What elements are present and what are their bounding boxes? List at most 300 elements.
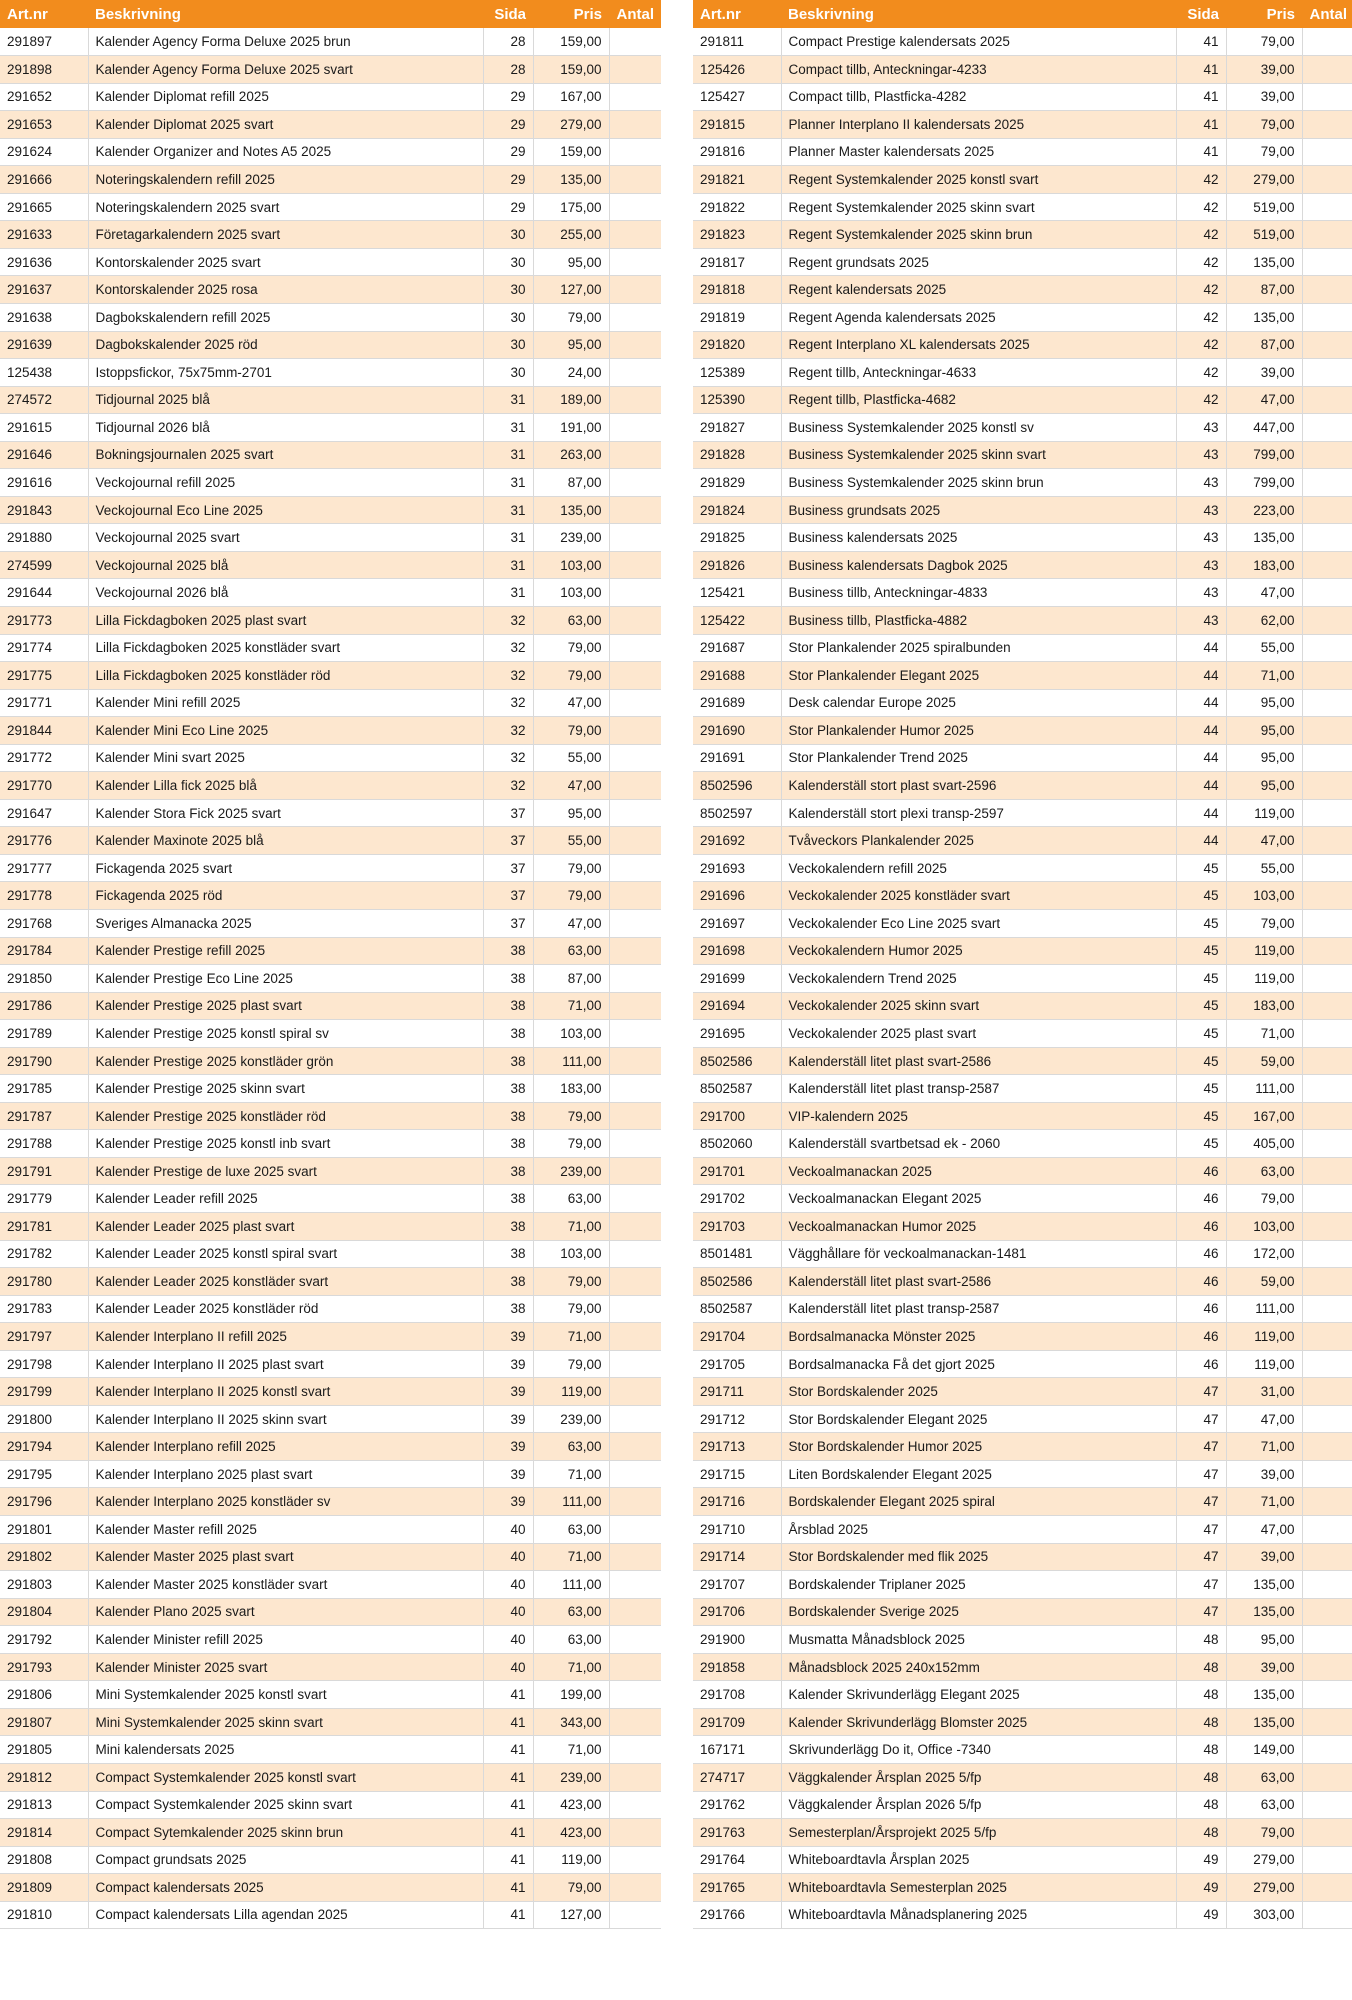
- art-nr-cell: 291813: [0, 1791, 88, 1819]
- art-nr-cell: 291693: [693, 854, 781, 882]
- quantity-cell[interactable]: [609, 1653, 661, 1681]
- price-cell: 59,00: [1226, 1268, 1302, 1296]
- quantity-cell[interactable]: [1302, 1213, 1352, 1241]
- quantity-cell[interactable]: [1302, 83, 1352, 111]
- art-nr-cell: 8502597: [693, 799, 781, 827]
- page-cell: 48: [1176, 1791, 1226, 1819]
- description-cell: Business tillb, Plastficka-4882: [781, 606, 1176, 634]
- quantity-cell[interactable]: [609, 1130, 661, 1158]
- quantity-cell[interactable]: [1302, 469, 1352, 497]
- quantity-cell[interactable]: [609, 1846, 661, 1874]
- quantity-cell[interactable]: [609, 910, 661, 938]
- price-cell: 119,00: [1226, 937, 1302, 965]
- quantity-cell[interactable]: [1302, 359, 1352, 387]
- quantity-cell[interactable]: [1302, 827, 1352, 855]
- price-cell: 519,00: [1226, 221, 1302, 249]
- quantity-cell[interactable]: [609, 744, 661, 772]
- quantity-cell[interactable]: [1302, 138, 1352, 166]
- quantity-cell[interactable]: [609, 1240, 661, 1268]
- page-cell: 31: [483, 524, 533, 552]
- description-cell: Kalender Interplano 2025 konstläder sv: [88, 1488, 483, 1516]
- art-nr-cell: 291802: [0, 1543, 88, 1571]
- table-row: [0, 1020, 661, 1048]
- price-cell: 127,00: [533, 1901, 609, 1929]
- quantity-cell[interactable]: [1302, 1736, 1352, 1764]
- description-cell: Regent kalendersats 2025: [781, 276, 1176, 304]
- description-cell: Noteringskalendern refill 2025: [88, 166, 483, 194]
- quantity-cell[interactable]: [1302, 1405, 1352, 1433]
- page-cell: 39: [483, 1488, 533, 1516]
- header-sida: Sida: [1176, 0, 1226, 28]
- description-cell: Mini kalendersats 2025: [88, 1736, 483, 1764]
- art-nr-cell: 291699: [693, 965, 781, 993]
- quantity-cell[interactable]: [1302, 1708, 1352, 1736]
- page-cell: 38: [483, 992, 533, 1020]
- quantity-cell[interactable]: [1302, 1075, 1352, 1103]
- art-nr-cell: 291828: [693, 441, 781, 469]
- quantity-cell[interactable]: [1302, 1874, 1352, 1902]
- description-cell: Kontorskalender 2025 svart: [88, 248, 483, 276]
- quantity-cell[interactable]: [1302, 1791, 1352, 1819]
- description-cell: Fickagenda 2025 röd: [88, 882, 483, 910]
- page-cell: 31: [483, 579, 533, 607]
- quantity-cell[interactable]: [1302, 606, 1352, 634]
- price-cell: 79,00: [1226, 138, 1302, 166]
- quantity-cell[interactable]: [1302, 772, 1352, 800]
- quantity-cell[interactable]: [609, 303, 661, 331]
- quantity-cell[interactable]: [609, 1708, 661, 1736]
- quantity-cell[interactable]: [609, 1157, 661, 1185]
- quantity-cell[interactable]: [1302, 441, 1352, 469]
- quantity-cell[interactable]: [1302, 1433, 1352, 1461]
- quantity-cell[interactable]: [609, 138, 661, 166]
- quantity-cell[interactable]: [1302, 248, 1352, 276]
- table-row: [0, 276, 661, 304]
- page-cell: 38: [483, 1240, 533, 1268]
- price-cell: 279,00: [1226, 1874, 1302, 1902]
- quantity-cell[interactable]: [609, 689, 661, 717]
- quantity-cell[interactable]: [609, 992, 661, 1020]
- quantity-cell[interactable]: [609, 1020, 661, 1048]
- page-cell: 48: [1176, 1763, 1226, 1791]
- price-cell: 95,00: [1226, 744, 1302, 772]
- quantity-cell[interactable]: [609, 799, 661, 827]
- quantity-cell[interactable]: [609, 414, 661, 442]
- table-row: [0, 1102, 661, 1130]
- description-cell: Veckoalmanackan Humor 2025: [781, 1213, 1176, 1241]
- price-cell: 95,00: [1226, 717, 1302, 745]
- table-row: [0, 1681, 661, 1709]
- price-cell: 172,00: [1226, 1240, 1302, 1268]
- page-cell: 43: [1176, 551, 1226, 579]
- quantity-cell[interactable]: [609, 1378, 661, 1406]
- quantity-cell[interactable]: [609, 1047, 661, 1075]
- quantity-cell[interactable]: [609, 634, 661, 662]
- art-nr-cell: 291824: [693, 496, 781, 524]
- quantity-cell[interactable]: [609, 441, 661, 469]
- art-nr-cell: 291804: [0, 1598, 88, 1626]
- table-row: [693, 166, 1352, 194]
- table-row: [0, 138, 661, 166]
- page-cell: 31: [483, 441, 533, 469]
- price-cell: 239,00: [533, 524, 609, 552]
- description-cell: Kalender Leader 2025 konstläder röd: [88, 1295, 483, 1323]
- quantity-cell[interactable]: [1302, 193, 1352, 221]
- price-cell: 103,00: [1226, 882, 1302, 910]
- art-nr-cell: 291778: [0, 882, 88, 910]
- price-cell: 127,00: [533, 276, 609, 304]
- art-nr-cell: 291810: [0, 1901, 88, 1929]
- art-nr-cell: 291768: [0, 910, 88, 938]
- table-row: [0, 303, 661, 331]
- quantity-cell[interactable]: [1302, 689, 1352, 717]
- description-cell: Noteringskalendern 2025 svart: [88, 193, 483, 221]
- quantity-cell[interactable]: [1302, 1047, 1352, 1075]
- art-nr-cell: 291646: [0, 441, 88, 469]
- description-cell: Kalender Stora Fick 2025 svart: [88, 799, 483, 827]
- quantity-cell[interactable]: [1302, 1598, 1352, 1626]
- description-cell: Whiteboardtavla Årsplan 2025: [781, 1846, 1176, 1874]
- price-cell: 47,00: [1226, 1405, 1302, 1433]
- price-cell: 39,00: [1226, 56, 1302, 84]
- quantity-cell[interactable]: [609, 496, 661, 524]
- quantity-cell[interactable]: [1302, 1901, 1352, 1929]
- quantity-cell[interactable]: [609, 772, 661, 800]
- description-cell: Tidjournal 2025 blå: [88, 386, 483, 414]
- quantity-cell[interactable]: [1302, 386, 1352, 414]
- quantity-cell[interactable]: [609, 1681, 661, 1709]
- quantity-cell[interactable]: [609, 551, 661, 579]
- description-cell: Whiteboardtavla Månadsplanering 2025: [781, 1901, 1176, 1929]
- table-row: [0, 1571, 661, 1599]
- quantity-cell[interactable]: [609, 1819, 661, 1847]
- table-row: [0, 551, 661, 579]
- quantity-cell[interactable]: [609, 1268, 661, 1296]
- quantity-cell[interactable]: [1302, 1763, 1352, 1791]
- price-cell: 167,00: [533, 83, 609, 111]
- quantity-cell[interactable]: [1302, 717, 1352, 745]
- price-cell: 79,00: [533, 1295, 609, 1323]
- quantity-cell[interactable]: [609, 193, 661, 221]
- page-cell: 29: [483, 193, 533, 221]
- quantity-cell[interactable]: [609, 1791, 661, 1819]
- art-nr-cell: 291785: [0, 1075, 88, 1103]
- page-cell: 30: [483, 359, 533, 387]
- page-cell: 47: [1176, 1405, 1226, 1433]
- quantity-cell[interactable]: [1302, 910, 1352, 938]
- price-cell: 55,00: [1226, 634, 1302, 662]
- table-row: [0, 992, 661, 1020]
- description-cell: Bordskalender Sverige 2025: [781, 1598, 1176, 1626]
- table-row: [693, 1268, 1352, 1296]
- page-cell: 46: [1176, 1323, 1226, 1351]
- quantity-cell[interactable]: [609, 386, 661, 414]
- quantity-cell[interactable]: [1302, 303, 1352, 331]
- page-cell: 41: [483, 1708, 533, 1736]
- quantity-cell[interactable]: [609, 166, 661, 194]
- quantity-cell[interactable]: [1302, 799, 1352, 827]
- quantity-cell[interactable]: [609, 1460, 661, 1488]
- art-nr-cell: 291688: [693, 662, 781, 690]
- quantity-cell[interactable]: [1302, 1020, 1352, 1048]
- art-nr-cell: 291784: [0, 937, 88, 965]
- art-nr-cell: 291666: [0, 166, 88, 194]
- art-nr-cell: 291809: [0, 1874, 88, 1902]
- price-cell: 95,00: [533, 331, 609, 359]
- quantity-cell[interactable]: [1302, 1819, 1352, 1847]
- quantity-cell[interactable]: [609, 1405, 661, 1433]
- quantity-cell[interactable]: [609, 854, 661, 882]
- quantity-cell[interactable]: [1302, 937, 1352, 965]
- quantity-cell[interactable]: [1302, 1846, 1352, 1874]
- art-nr-cell: 291713: [693, 1433, 781, 1461]
- page-cell: 32: [483, 662, 533, 690]
- quantity-cell[interactable]: [609, 1901, 661, 1929]
- price-cell: 135,00: [1226, 1571, 1302, 1599]
- art-nr-cell: 291825: [693, 524, 781, 552]
- quantity-cell[interactable]: [609, 1543, 661, 1571]
- quantity-cell[interactable]: [1302, 1378, 1352, 1406]
- quantity-cell[interactable]: [1302, 111, 1352, 139]
- quantity-cell[interactable]: [609, 56, 661, 84]
- quantity-cell[interactable]: [1302, 1130, 1352, 1158]
- table-row: [693, 717, 1352, 745]
- quantity-cell[interactable]: [1302, 1102, 1352, 1130]
- table-row: [0, 1516, 661, 1544]
- art-nr-cell: 291696: [693, 882, 781, 910]
- quantity-cell[interactable]: [609, 1433, 661, 1461]
- quantity-cell[interactable]: [609, 606, 661, 634]
- table-row: [693, 138, 1352, 166]
- description-cell: Kalender Plano 2025 svart: [88, 1598, 483, 1626]
- art-nr-cell: 291644: [0, 579, 88, 607]
- quantity-cell[interactable]: [609, 1323, 661, 1351]
- quantity-cell[interactable]: [609, 221, 661, 249]
- quantity-cell[interactable]: [609, 276, 661, 304]
- description-cell: Kalender Leader 2025 plast svart: [88, 1213, 483, 1241]
- quantity-cell[interactable]: [609, 28, 661, 56]
- quantity-cell[interactable]: [1302, 1185, 1352, 1213]
- page-cell: 41: [1176, 56, 1226, 84]
- quantity-cell[interactable]: [1302, 1157, 1352, 1185]
- description-cell: Kalender Diplomat 2025 svart: [88, 111, 483, 139]
- quantity-cell[interactable]: [1302, 524, 1352, 552]
- price-cell: 111,00: [533, 1047, 609, 1075]
- quantity-cell[interactable]: [1302, 1681, 1352, 1709]
- quantity-cell[interactable]: [1302, 331, 1352, 359]
- quantity-cell[interactable]: [609, 1571, 661, 1599]
- art-nr-cell: 291843: [0, 496, 88, 524]
- art-nr-cell: 291714: [693, 1543, 781, 1571]
- quantity-cell[interactable]: [609, 1102, 661, 1130]
- quantity-cell[interactable]: [1302, 1460, 1352, 1488]
- art-nr-cell: 291695: [693, 1020, 781, 1048]
- description-cell: Regent Interplano XL kalendersats 2025: [781, 331, 1176, 359]
- quantity-cell[interactable]: [609, 1736, 661, 1764]
- quantity-cell[interactable]: [1302, 882, 1352, 910]
- table-row: [0, 469, 661, 497]
- art-nr-cell: 291822: [693, 193, 781, 221]
- page-cell: 29: [483, 111, 533, 139]
- page-cell: 44: [1176, 634, 1226, 662]
- price-list-left: [0, 0, 661, 1929]
- description-cell: Regent tillb, Anteckningar-4633: [781, 359, 1176, 387]
- description-cell: Compact kalendersats 2025: [88, 1874, 483, 1902]
- price-cell: 71,00: [533, 1213, 609, 1241]
- quantity-cell[interactable]: [609, 1488, 661, 1516]
- description-cell: Veckoalmanackan Elegant 2025: [781, 1185, 1176, 1213]
- quantity-cell[interactable]: [609, 111, 661, 139]
- page-cell: 46: [1176, 1268, 1226, 1296]
- quantity-cell[interactable]: [1302, 276, 1352, 304]
- description-cell: Veckojournal 2025 blå: [88, 551, 483, 579]
- description-cell: Compact Sytemkalender 2025 skinn brun: [88, 1819, 483, 1847]
- quantity-cell[interactable]: [609, 469, 661, 497]
- quantity-cell[interactable]: [1302, 1653, 1352, 1681]
- page-cell: 38: [483, 1295, 533, 1323]
- quantity-cell[interactable]: [1302, 1268, 1352, 1296]
- description-cell: Kalenderställ litet plast svart-2586: [781, 1268, 1176, 1296]
- header-antal: Antal: [609, 0, 661, 28]
- price-cell: 47,00: [533, 910, 609, 938]
- table-row: [0, 799, 661, 827]
- table-row: [693, 634, 1352, 662]
- quantity-cell[interactable]: [609, 965, 661, 993]
- quantity-cell[interactable]: [609, 83, 661, 111]
- description-cell: Veckokalendern refill 2025: [781, 854, 1176, 882]
- page-cell: 45: [1176, 965, 1226, 993]
- quantity-cell[interactable]: [609, 827, 661, 855]
- art-nr-cell: 291819: [693, 303, 781, 331]
- quantity-cell[interactable]: [1302, 1240, 1352, 1268]
- quantity-cell[interactable]: [609, 1516, 661, 1544]
- quantity-cell[interactable]: [609, 882, 661, 910]
- quantity-cell[interactable]: [609, 1626, 661, 1654]
- quantity-cell[interactable]: [609, 359, 661, 387]
- quantity-cell[interactable]: [1302, 551, 1352, 579]
- quantity-cell[interactable]: [1302, 1295, 1352, 1323]
- table-row: [693, 386, 1352, 414]
- art-nr-cell: 291771: [0, 689, 88, 717]
- price-cell: 63,00: [533, 1516, 609, 1544]
- price-cell: 799,00: [1226, 441, 1302, 469]
- quantity-cell[interactable]: [1302, 579, 1352, 607]
- art-nr-cell: 291690: [693, 717, 781, 745]
- description-cell: Kalender Master 2025 plast svart: [88, 1543, 483, 1571]
- table-row: [0, 606, 661, 634]
- quantity-cell[interactable]: [1302, 1323, 1352, 1351]
- quantity-cell[interactable]: [1302, 1350, 1352, 1378]
- art-nr-cell: 291803: [0, 1571, 88, 1599]
- quantity-cell[interactable]: [1302, 166, 1352, 194]
- quantity-cell[interactable]: [1302, 1543, 1352, 1571]
- quantity-cell[interactable]: [1302, 992, 1352, 1020]
- price-cell: 47,00: [1226, 1516, 1302, 1544]
- quantity-cell[interactable]: [609, 717, 661, 745]
- description-cell: Kalender Prestige de luxe 2025 svart: [88, 1157, 483, 1185]
- page-cell: 38: [483, 937, 533, 965]
- page-cell: 48: [1176, 1653, 1226, 1681]
- quantity-cell[interactable]: [1302, 662, 1352, 690]
- quantity-cell[interactable]: [609, 1763, 661, 1791]
- art-nr-cell: 8502586: [693, 1047, 781, 1075]
- description-cell: Business Systemkalender 2025 skinn brun: [781, 469, 1176, 497]
- art-nr-cell: 291637: [0, 276, 88, 304]
- table-row: [0, 1846, 661, 1874]
- table-body-left: [0, 28, 661, 1929]
- description-cell: Compact grundsats 2025: [88, 1846, 483, 1874]
- quantity-cell[interactable]: [609, 524, 661, 552]
- page-cell: 48: [1176, 1736, 1226, 1764]
- quantity-cell[interactable]: [609, 1874, 661, 1902]
- table-row: [0, 1378, 661, 1406]
- quantity-cell[interactable]: [1302, 221, 1352, 249]
- quantity-cell[interactable]: [609, 1213, 661, 1241]
- quantity-cell[interactable]: [1302, 1516, 1352, 1544]
- table-row: [693, 1433, 1352, 1461]
- quantity-cell[interactable]: [609, 248, 661, 276]
- art-nr-cell: 291715: [693, 1460, 781, 1488]
- quantity-cell[interactable]: [609, 1350, 661, 1378]
- art-nr-cell: 291800: [0, 1405, 88, 1433]
- price-cell: 423,00: [533, 1819, 609, 1847]
- quantity-cell[interactable]: [1302, 496, 1352, 524]
- art-nr-cell: 291691: [693, 744, 781, 772]
- quantity-cell[interactable]: [609, 937, 661, 965]
- quantity-cell[interactable]: [609, 1295, 661, 1323]
- table-row: [0, 441, 661, 469]
- table-row: [693, 662, 1352, 690]
- quantity-cell[interactable]: [1302, 744, 1352, 772]
- art-nr-cell: 291811: [693, 28, 781, 56]
- quantity-cell[interactable]: [609, 1185, 661, 1213]
- page-cell: 38: [483, 1268, 533, 1296]
- quantity-cell[interactable]: [609, 579, 661, 607]
- quantity-cell[interactable]: [1302, 28, 1352, 56]
- quantity-cell[interactable]: [609, 1598, 661, 1626]
- table-row: [693, 1378, 1352, 1406]
- quantity-cell[interactable]: [1302, 56, 1352, 84]
- quantity-cell[interactable]: [1302, 965, 1352, 993]
- description-cell: Liten Bordskalender Elegant 2025: [781, 1460, 1176, 1488]
- price-cell: 519,00: [1226, 193, 1302, 221]
- quantity-cell[interactable]: [609, 1075, 661, 1103]
- description-cell: Årsblad 2025: [781, 1516, 1176, 1544]
- page-cell: 38: [483, 965, 533, 993]
- table-row: [693, 551, 1352, 579]
- art-nr-cell: 291786: [0, 992, 88, 1020]
- quantity-cell[interactable]: [609, 331, 661, 359]
- quantity-cell[interactable]: [609, 662, 661, 690]
- art-nr-cell: 291770: [0, 772, 88, 800]
- quantity-cell[interactable]: [1302, 1488, 1352, 1516]
- page-cell: 42: [1176, 193, 1226, 221]
- page-cell: 40: [483, 1598, 533, 1626]
- table-row: [693, 1901, 1352, 1929]
- table-row: [0, 1240, 661, 1268]
- quantity-cell[interactable]: [1302, 634, 1352, 662]
- price-cell: 95,00: [1226, 772, 1302, 800]
- description-cell: Regent Systemkalender 2025 skinn brun: [781, 221, 1176, 249]
- table-row: [0, 193, 661, 221]
- quantity-cell[interactable]: [1302, 1626, 1352, 1654]
- art-nr-cell: 291779: [0, 1185, 88, 1213]
- quantity-cell[interactable]: [1302, 414, 1352, 442]
- quantity-cell[interactable]: [1302, 854, 1352, 882]
- quantity-cell[interactable]: [1302, 1571, 1352, 1599]
- description-cell: VIP-kalendern 2025: [781, 1102, 1176, 1130]
- table-row: [0, 496, 661, 524]
